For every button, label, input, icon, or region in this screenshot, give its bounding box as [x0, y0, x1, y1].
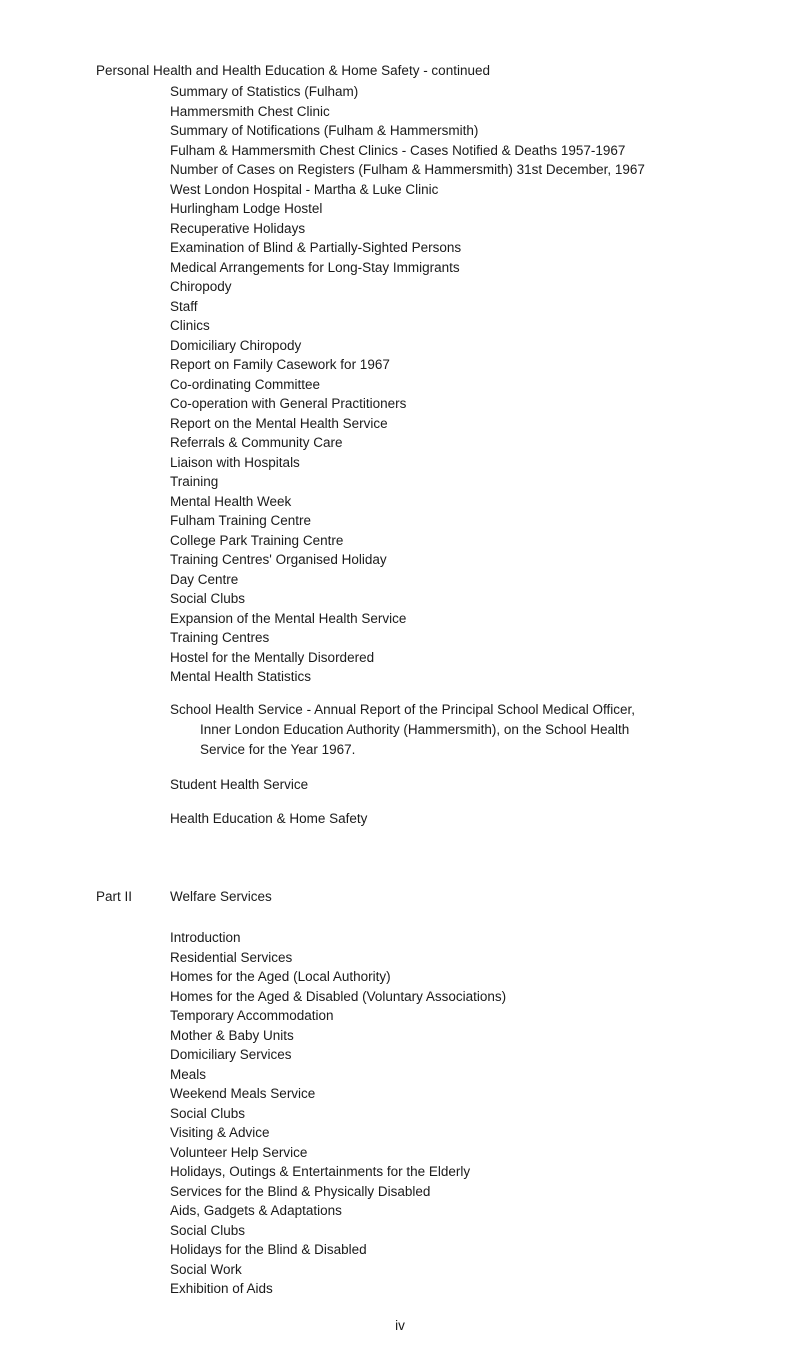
section-heading: Personal Health and Health Education & Home Safety - continued: [96, 63, 490, 78]
contents-entry: Services for the Blind & Physically Disabled: [170, 1183, 431, 1199]
contents-entry: Liaison with Hospitals: [170, 454, 300, 470]
contents-entry: Summary of Statistics (Fulham): [170, 84, 359, 99]
contents-entry: Report on Family Casework for 1967: [170, 357, 390, 372]
part-ii-label: Part II: [96, 889, 133, 904]
contents-entry: Holidays, Outings & Entertainments for the Elderly: [170, 1164, 471, 1179]
contents-entry: West London Hospital - Martha & Luke Clinic: [170, 181, 439, 197]
contents-entry: Mental Health Statistics: [170, 669, 312, 684]
school-health-line-1: School Health Service - Annual Report of the Principal School Medical Officer,: [170, 702, 635, 717]
section-heading-line: [96, 63, 490, 78]
contents-entry: Homes for the Aged (Local Authority): [170, 969, 391, 984]
contents-entry: Co-operation with General Practitioners: [170, 396, 407, 411]
contents-entry: Social Clubs: [170, 1105, 246, 1121]
contents-entry: Introduction: [170, 930, 241, 945]
contents-entry: Referrals & Community Care: [170, 435, 343, 450]
contents-entry: Summary of Notifications (Fulham & Hammersmith): [170, 123, 479, 138]
contents-entry: Mother & Baby Units: [170, 1027, 294, 1043]
contents-entry: Social Clubs: [170, 591, 246, 606]
contents-entry: Training Centres' Organised Holiday: [170, 552, 387, 567]
contents-entry: Day Centre: [170, 571, 239, 587]
contents-entry: Holidays for the Blind & Disabled: [170, 1242, 367, 1257]
contents-entry: Examination of Blind & Partially-Sighted Persons: [170, 240, 462, 255]
contents-entry: Weekend Meals Service: [170, 1086, 316, 1101]
contents-list-part-2: [170, 928, 760, 1299]
school-health-line-3: Service for the Year 1967.: [200, 742, 356, 757]
contents-entry: Co-ordinating Committee: [170, 376, 321, 392]
contents-entry: Staff: [170, 298, 198, 314]
contents-entry: Domiciliary Chiropody: [170, 337, 302, 353]
student-health-entry: Student Health Service: [170, 777, 309, 792]
contents-entry: Residential Services: [170, 949, 293, 965]
contents-entry: Mental Health Week: [170, 493, 292, 509]
contents-entry: Clinics: [170, 318, 210, 333]
contents-entry: Domiciliary Services: [170, 1047, 292, 1062]
contents-entry: Meals: [170, 1066, 207, 1082]
contents-entry: Medical Arrangements for Long-Stay Immigrants: [170, 259, 460, 275]
school-health-line-2: Inner London Education Authority (Hammersmith), on the School Health: [200, 722, 630, 737]
welfare-services-heading: Welfare Services: [170, 889, 272, 904]
contents-entry: Hurlingham Lodge Hostel: [170, 201, 323, 216]
contents-entry: Fulham & Hammersmith Chest Clinics - Cases Notified & Deaths 1957-1967: [170, 142, 626, 158]
contents-entry: Hammersmith Chest Clinic: [170, 103, 330, 119]
contents-entry: College Park Training Centre: [170, 532, 344, 548]
contents-entry: Number of Cases on Registers (Fulham & Hammersmith) 31st December, 1967: [170, 162, 645, 177]
contents-entry: Volunteer Help Service: [170, 1144, 308, 1160]
contents-entry: Report on the Mental Health Service: [170, 415, 388, 431]
contents-entry: Aids, Gadgets & Adaptations: [170, 1203, 342, 1218]
contents-entry: Temporary Accommodation: [170, 1008, 334, 1023]
contents-entry: Hostel for the Mentally Disordered: [170, 649, 375, 665]
contents-list-part-1: [170, 82, 760, 687]
school-health-entry: [170, 700, 760, 760]
contents-entry: Homes for the Aged & Disabled (Voluntary Associations): [170, 988, 507, 1004]
contents-entry: Social Work: [170, 1261, 242, 1277]
contents-entry: Fulham Training Centre: [170, 513, 312, 528]
contents-entry: Visiting & Advice: [170, 1125, 270, 1140]
health-education-entry: Health Education & Home Safety: [170, 811, 368, 826]
page-number: iv: [395, 1318, 405, 1333]
contents-entry: Expansion of the Mental Health Service: [170, 610, 407, 626]
contents-entry: Exhibition of Aids: [170, 1281, 273, 1296]
contents-entry: Training: [170, 474, 219, 489]
contents-entry: Chiropody: [170, 279, 232, 294]
contents-entry: Recuperative Holidays: [170, 220, 306, 236]
contents-entry: Training Centres: [170, 630, 270, 645]
contents-entry: Social Clubs: [170, 1222, 246, 1238]
